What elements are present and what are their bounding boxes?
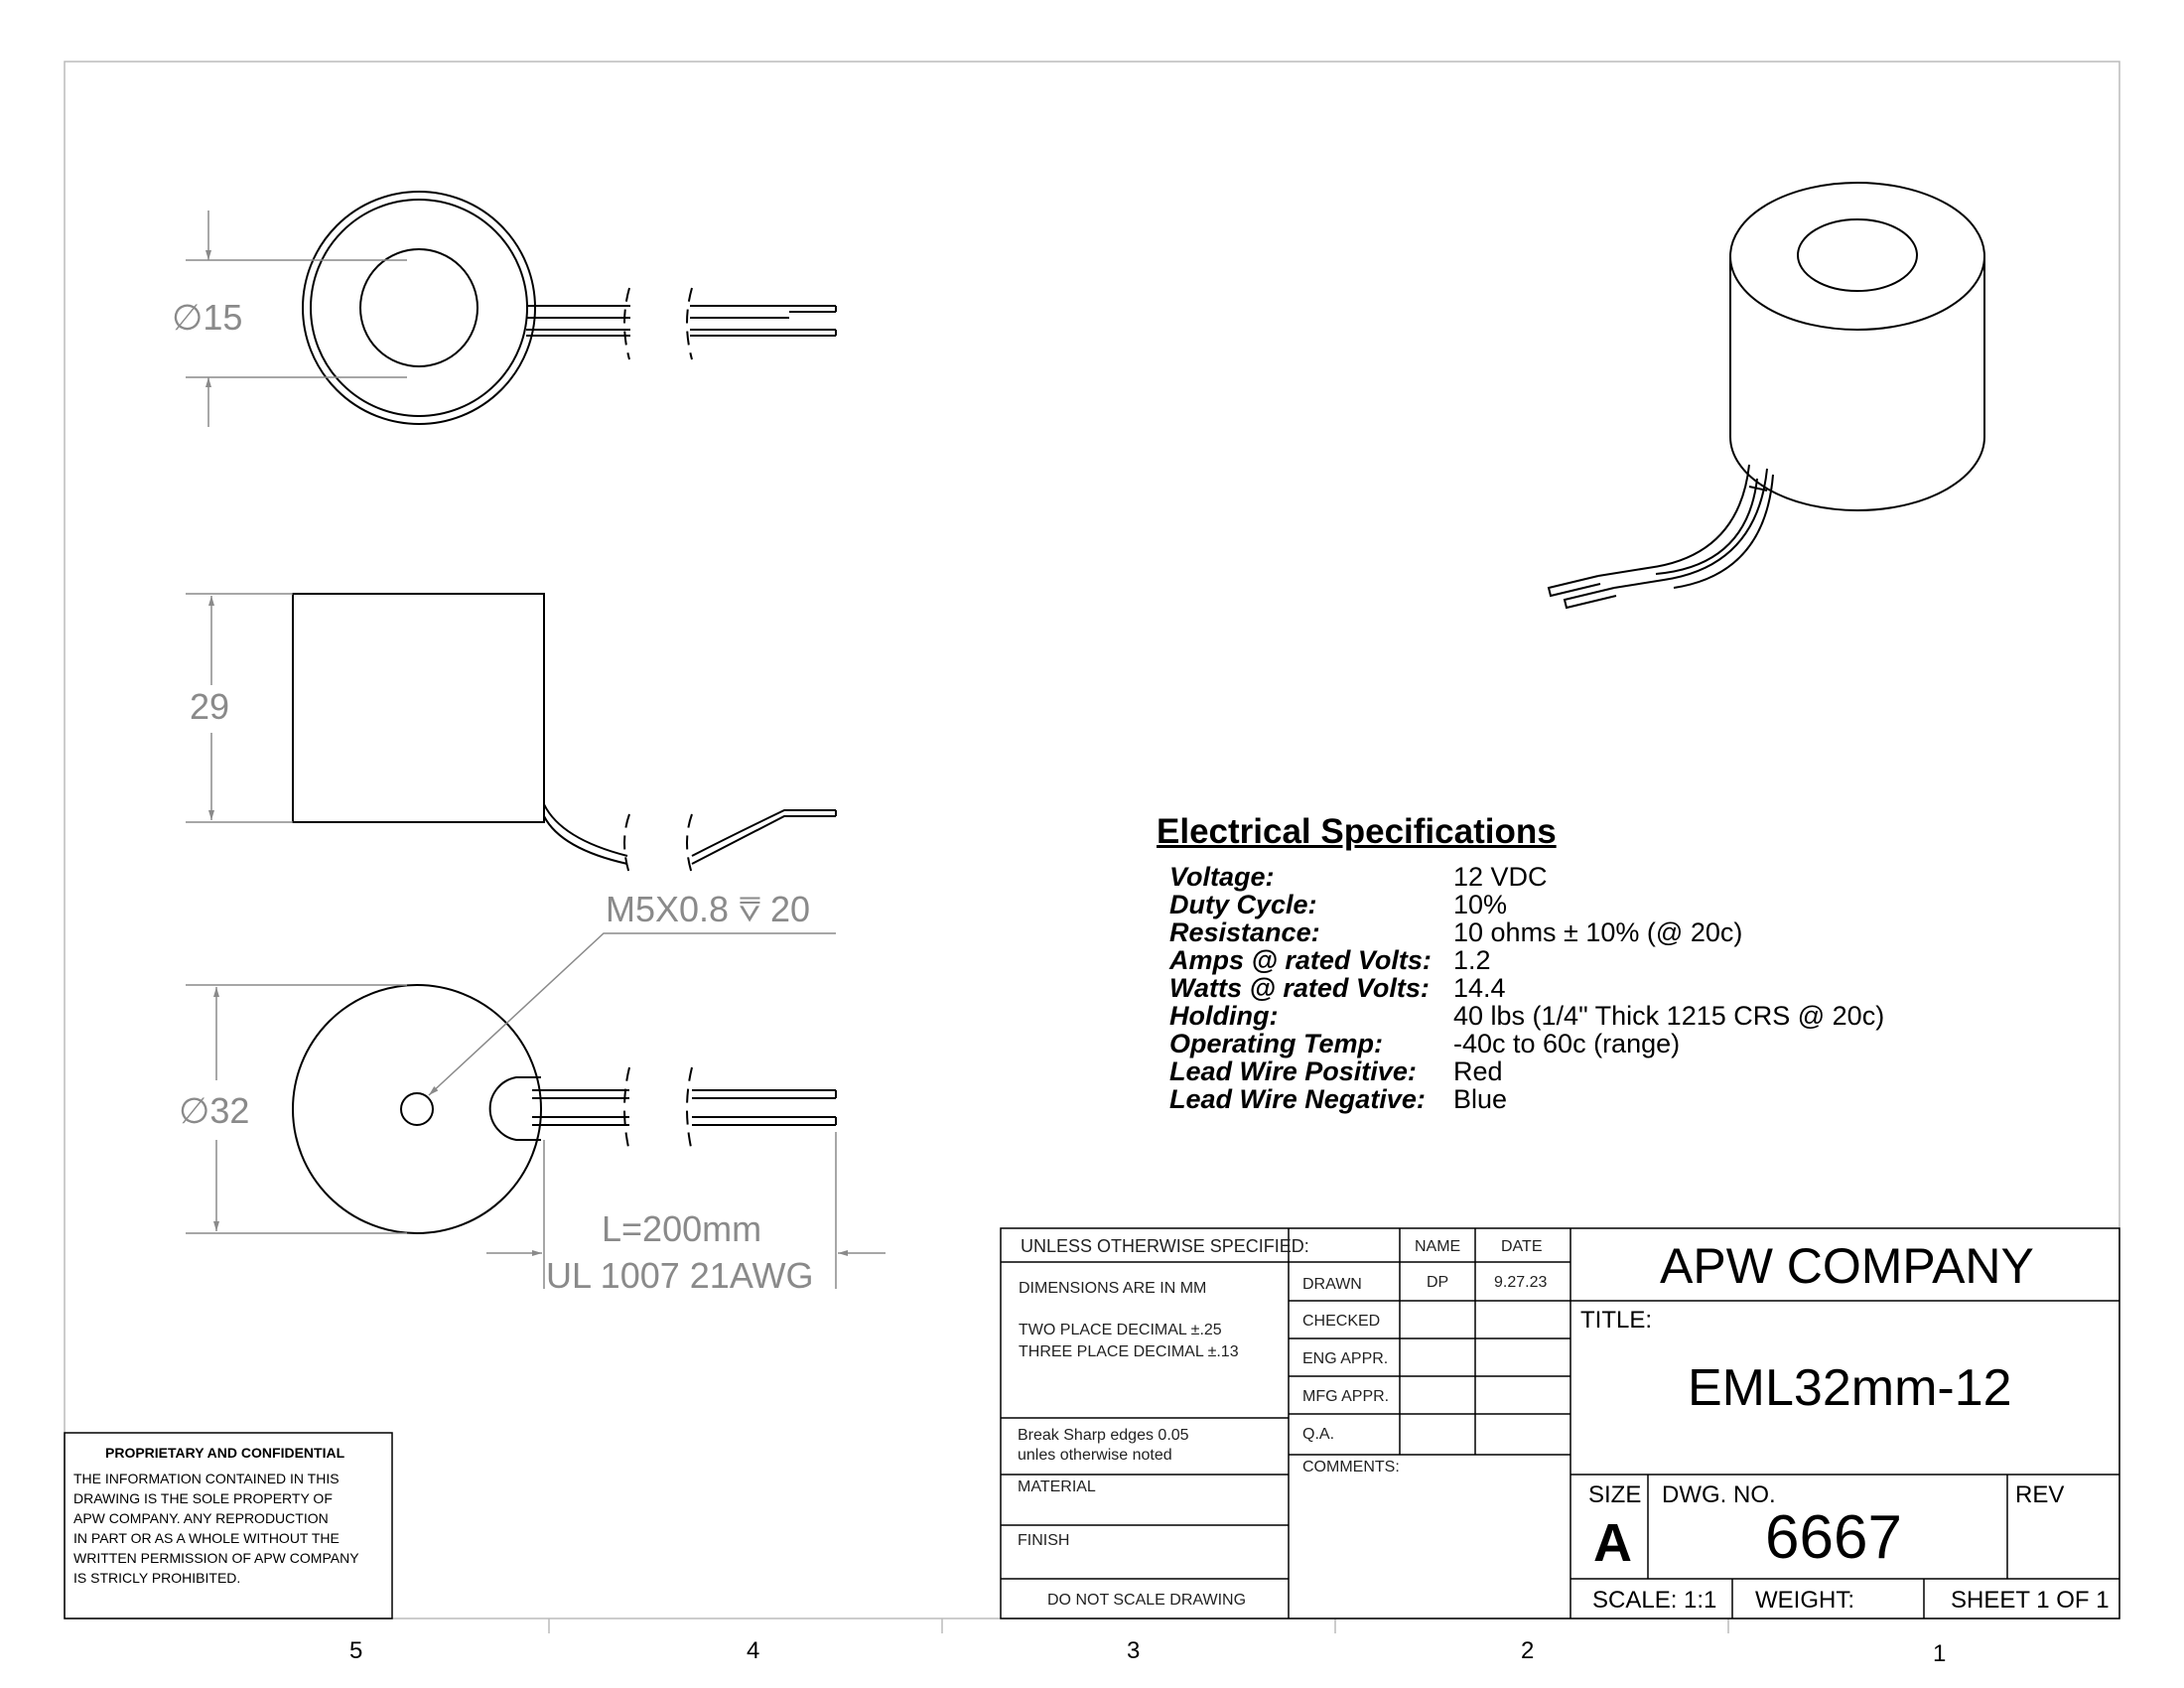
top-view: [303, 192, 836, 424]
spec-label: Amps @ rated Volts:: [1169, 945, 1432, 975]
bottom-view: [293, 985, 836, 1233]
spec-value: 10%: [1453, 890, 1508, 919]
proprietary-line: WRITTEN PERMISSION OF APW COMPANY: [73, 1550, 359, 1566]
proprietary-line: IN PART OR AS A WHOLE WITHOUT THE: [73, 1530, 340, 1546]
proprietary-line: APW COMPANY. ANY REPRODUCTION: [73, 1510, 329, 1526]
drawn-name: DP: [1427, 1274, 1449, 1291]
zone-ticks: [549, 1618, 1728, 1633]
threaded-hole: [401, 1093, 433, 1125]
date-header: DATE: [1501, 1238, 1543, 1255]
unless-specified: UNLESS OTHERWISE SPECIFIED:: [1021, 1236, 1309, 1256]
checked-label: CHECKED: [1302, 1313, 1381, 1330]
dwg-no-label: DWG. NO.: [1662, 1481, 1776, 1508]
isometric-lead-wires: [1656, 475, 1773, 588]
size-label: SIZE: [1588, 1481, 1642, 1508]
dimensions-note: DIMENSIONS ARE IN MM: [1019, 1280, 1207, 1297]
proprietary-title: PROPRIETARY AND CONFIDENTIAL: [105, 1445, 345, 1461]
zone-2: 2: [1521, 1637, 1535, 1664]
do-not-scale: DO NOT SCALE DRAWING: [1047, 1592, 1247, 1609]
side-view: [293, 594, 836, 874]
name-header: NAME: [1415, 1238, 1461, 1255]
spec-value: 12 VDC: [1453, 862, 1548, 892]
spec-label: Resistance:: [1169, 917, 1320, 947]
spec-label: Duty Cycle:: [1169, 890, 1317, 919]
top-diameter-label: ∅15: [172, 297, 243, 338]
spec-label: Holding:: [1169, 1001, 1279, 1031]
three-place-tolerance: THREE PLACE DECIMAL ±.13: [1019, 1343, 1239, 1360]
eng-appr-label: ENG APPR.: [1302, 1350, 1389, 1367]
proprietary-line: THE INFORMATION CONTAINED IN THIS: [73, 1471, 340, 1486]
company-name: APW COMPANY: [1660, 1238, 2034, 1294]
drawn-date: 9.27.23: [1494, 1274, 1548, 1291]
dwg-no: 6667: [1765, 1503, 1902, 1572]
weight-label: WEIGHT:: [1755, 1587, 1854, 1614]
rev-label: REV: [2015, 1481, 2065, 1508]
part-title: EML32mm-12: [1688, 1359, 2012, 1417]
comments-label: COMMENTS:: [1302, 1459, 1400, 1476]
two-place-tolerance: TWO PLACE DECIMAL ±.25: [1019, 1322, 1222, 1338]
mfg-appr-label: MFG APPR.: [1302, 1388, 1390, 1405]
specs-heading: Electrical Specifications: [1157, 812, 1557, 851]
material-label: MATERIAL: [1018, 1478, 1096, 1495]
zone-3: 3: [1127, 1637, 1141, 1664]
break-edges-2: unles otherwise noted: [1018, 1447, 1172, 1464]
spec-label: Lead Wire Positive:: [1169, 1056, 1417, 1086]
size-value: A: [1593, 1513, 1632, 1573]
bottom-diameter-label: ∅32: [179, 1090, 250, 1131]
drawn-label: DRAWN: [1302, 1276, 1362, 1293]
proprietary-line: IS STRICLY PROHIBITED.: [73, 1570, 241, 1586]
spec-value: Blue: [1453, 1084, 1508, 1114]
sheet-label: SHEET 1 OF 1: [1951, 1587, 2110, 1614]
spec-label: Operating Temp:: [1169, 1029, 1384, 1058]
spec-value: -40c to 60c (range): [1453, 1029, 1681, 1058]
bottom-dimension: [186, 933, 886, 1289]
proprietary-line: DRAWING IS THE SOLE PROPERTY OF: [73, 1490, 333, 1506]
break-edges-1: Break Sharp edges 0.05: [1018, 1427, 1189, 1444]
spec-value: 14.4: [1453, 973, 1506, 1003]
zone-4: 4: [747, 1637, 760, 1664]
zone-1: 1: [1933, 1640, 1947, 1667]
spec-value: 10 ohms ± 10% (@ 20c): [1453, 917, 1743, 947]
spec-label: Voltage:: [1169, 862, 1275, 892]
scale-label: SCALE: 1:1: [1592, 1587, 1717, 1614]
lead-spec-label: UL 1007 21AWG: [546, 1255, 814, 1296]
thread-callout: M5X0.8 ⩢ 20: [606, 889, 811, 929]
spec-label: Watts @ rated Volts:: [1169, 973, 1430, 1003]
qa-label: Q.A.: [1302, 1426, 1335, 1443]
finish-label: FINISH: [1018, 1532, 1070, 1549]
spec-value: Red: [1453, 1056, 1503, 1086]
title-label: TITLE:: [1580, 1307, 1653, 1334]
spec-value: 40 lbs (1/4" Thick 1215 CRS @ 20c): [1453, 1001, 1885, 1031]
spec-label: Lead Wire Negative:: [1169, 1084, 1426, 1114]
zone-5: 5: [349, 1637, 363, 1664]
spec-value: 1.2: [1453, 945, 1491, 975]
height-label: 29: [190, 686, 230, 727]
isometric-view: [1549, 183, 1984, 608]
lead-length-label: L=200mm: [602, 1208, 762, 1249]
